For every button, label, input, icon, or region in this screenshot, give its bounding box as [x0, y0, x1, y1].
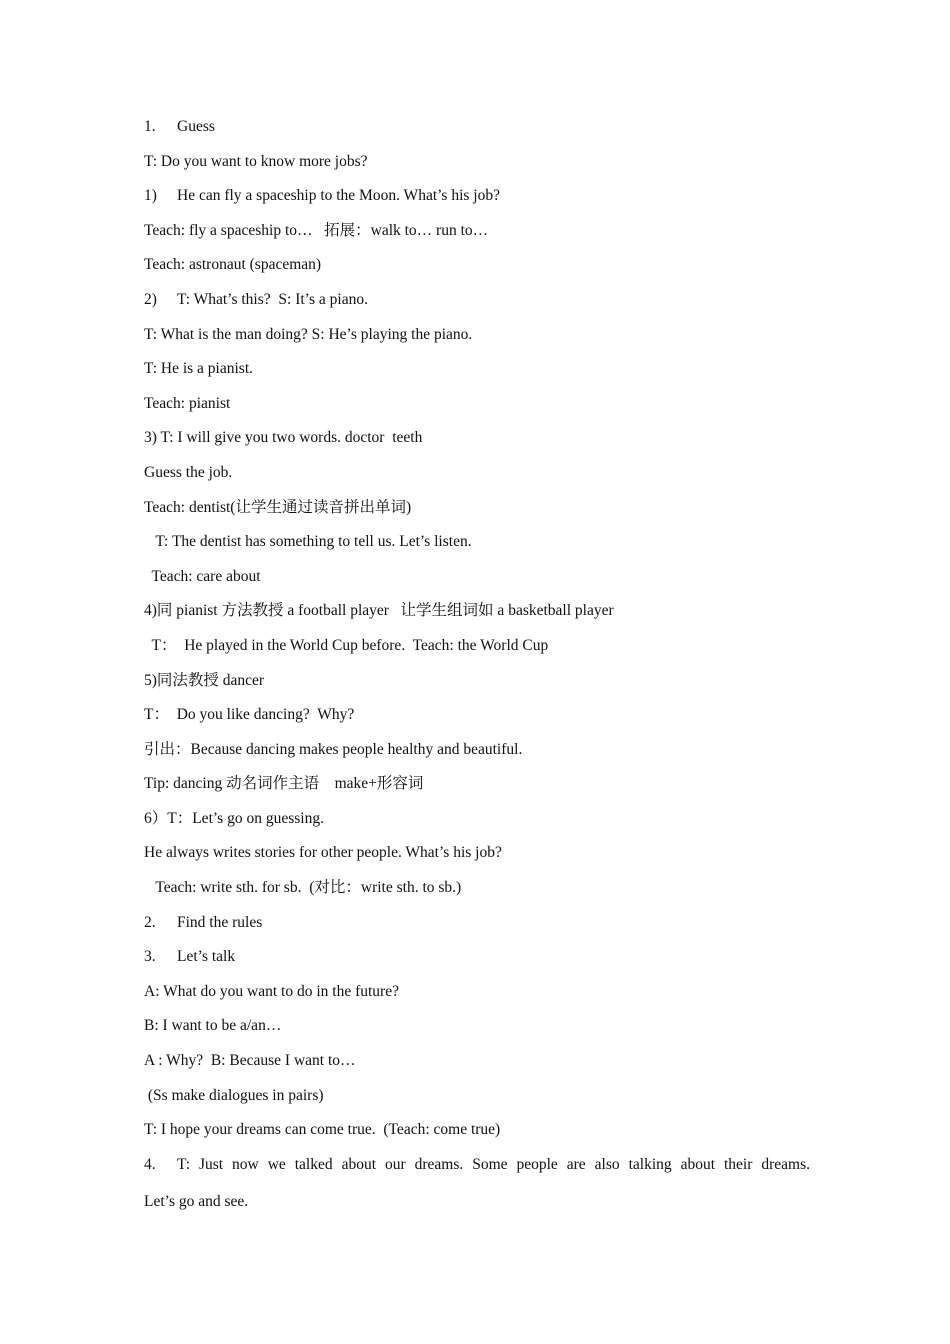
item-text: T: What’s this? S: It’s a piano.: [177, 290, 368, 308]
list-item: [144, 912, 810, 947]
item-text: Guess: [177, 118, 215, 135]
text-line: 3) T: I will give you two words. doctor teeth: [144, 429, 423, 447]
document-body: [144, 116, 810, 1225]
list-item: [144, 946, 810, 981]
item-number: 1.: [144, 118, 156, 135]
item-number: 3.: [144, 948, 156, 966]
text-line: Let’s go and see.: [144, 1192, 249, 1210]
text-line: 引出：Because dancing makes people healthy and beautiful.: [144, 740, 523, 758]
text-line: 6）T：Let’s go on guessing.: [144, 809, 324, 827]
text-line: Tip: dancing 动名词作主语 make+形容词: [144, 775, 424, 793]
text-line: T： Do you like dancing? Why?: [144, 706, 355, 724]
text-line: Guess the job.: [144, 463, 233, 481]
text-line: 4)同 pianist 方法教授 a football player 让学生组词如 a basketball player: [144, 602, 614, 620]
list-item: [144, 116, 810, 151]
text-line: 5)同法教授 dancer: [144, 671, 265, 689]
text-line: Teach: care about: [144, 567, 261, 585]
text-line: T： He played in the World Cup before. Teach: the World Cup: [144, 636, 549, 654]
item-number: 2): [144, 290, 157, 308]
text-line: T: Do you want to know more jobs?: [144, 152, 368, 170]
item-text: Let’s talk: [177, 948, 236, 966]
text-line: Teach: pianist: [144, 394, 231, 412]
text-line: Teach: astronaut (spaceman): [144, 256, 322, 274]
item-number: 2.: [144, 913, 156, 931]
text-line: T: He is a pianist.: [144, 360, 253, 378]
text-line: T: The dentist has something to tell us. Let’s listen.: [144, 533, 472, 551]
text-line: He always writes stories for other people. What’s his job?: [144, 844, 502, 862]
item-text: T: Just now we talked about our dreams. Some people are also talking about their dreams.: [177, 1155, 810, 1173]
text-line: A : Why? B: Because I want to…: [144, 1052, 356, 1070]
text-line: (Ss make dialogues in pairs): [144, 1086, 324, 1104]
item-number: 4.: [144, 1155, 156, 1173]
text-line: T: I hope your dreams can come true. (Teach: come true): [144, 1121, 501, 1139]
list-item: [144, 185, 810, 220]
text-line: A: What do you want to do in the future?: [144, 982, 399, 1000]
item-text: Find the rules: [177, 913, 263, 931]
list-item: [144, 289, 810, 324]
item-text: He can fly a spaceship to the Moon. What’s his job?: [177, 187, 500, 205]
text-line: B: I want to be a/an…: [144, 1017, 282, 1035]
text-line: Teach: fly a spaceship to… 拓展：walk to… run to…: [144, 221, 489, 239]
text-line: Teach: dentist(让学生通过读音拼出单词): [144, 498, 412, 516]
text-line: Teach: write sth. for sb. (对比：write sth. to sb.): [144, 879, 462, 897]
item-number: 1): [144, 187, 157, 205]
list-item: [144, 1154, 810, 1191]
text-line: T: What is the man doing? S: He’s playing the piano.: [144, 325, 473, 343]
